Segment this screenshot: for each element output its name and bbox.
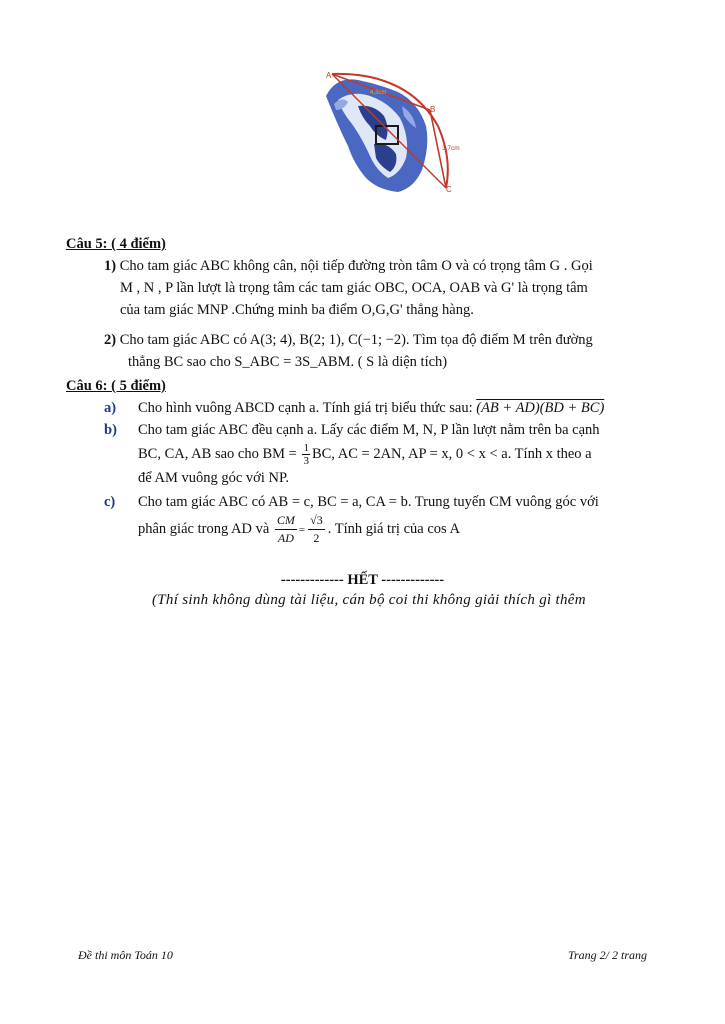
q6-c-fraction xyxy=(275,512,297,547)
q5-part1-line3: của tam giác MNP .Chứng minh ba điểm O,G,G' thẳng hàng. xyxy=(120,302,474,318)
measure-ab-label: 4,3cm xyxy=(370,90,387,96)
point-a-label: A xyxy=(326,71,332,80)
q6-b-text-pre: BC, CA, AB sao cho BM = xyxy=(138,446,301,462)
q6-b-fraction-num: 1 xyxy=(303,442,309,455)
q5-part2-line1 xyxy=(104,328,659,352)
q6-c-marker xyxy=(104,490,115,514)
q6-c-sqrt-num: √3 xyxy=(308,512,325,530)
q5-part1-line2: M , N , P lần lượt là trọng tâm các tam giác OBC, OCA, OAB và G' là trọng tâm xyxy=(120,280,588,296)
q6-b-marker-text: b) xyxy=(104,422,117,438)
q6-heading: Câu 6: ( 5 điểm) xyxy=(66,378,166,394)
q6-a-marker xyxy=(104,396,116,420)
arc-figure-image xyxy=(318,66,468,198)
q5-part2-marker: 2) xyxy=(104,332,117,348)
q6-c-text-pre: phân giác trong AD và xyxy=(138,521,273,537)
footer-left: Đề thi môn Toán 10 xyxy=(78,948,173,962)
q6-b-line1: Cho tam giác ABC đều cạnh a. Lấy các điểm M, N, P lần lượt nằm trên ba cạnh xyxy=(138,422,600,438)
q5-part1-line1 xyxy=(104,254,659,278)
exam-note: (Thí sinh không dùng tài liệu, cán bộ coi thi không giải thích gì thêm xyxy=(152,592,586,608)
q6-a-expression: (AB + AD)(BD + BC) xyxy=(476,400,605,416)
q6-c-sqrt-den: 2 xyxy=(313,531,320,546)
q5-part2-text1: Cho tam giác ABC có A(3; 4), B(2; 1), C(−1; −2). Tìm tọa độ điểm M trên đường xyxy=(119,332,593,348)
point-b-label: B xyxy=(430,105,436,114)
q6-c-sqrt-fraction xyxy=(308,512,325,547)
q6-b-fraction xyxy=(302,442,310,467)
q6-b-line3: để AM vuông góc với NP. xyxy=(138,470,290,486)
q6-c-fraction-num: CM xyxy=(275,512,297,530)
point-c-label: C xyxy=(446,185,452,194)
q6-b-line2 xyxy=(138,442,660,467)
q6-c-line2 xyxy=(138,512,660,547)
measure-bc-label: 3,7cm xyxy=(442,145,460,152)
q6-c-equals: = xyxy=(298,524,306,536)
q6-c-text-post: . Tính giá trị của cos A xyxy=(327,521,460,537)
q6-c-marker-text: c) xyxy=(104,494,116,510)
footer-right: Trang 2/ 2 trang xyxy=(567,948,647,962)
q6-a-text: Cho hình vuông ABCD cạnh a. Tính giá trị biểu thức sau: xyxy=(138,400,477,416)
arc-figure xyxy=(318,66,468,198)
q6-b-text-post: BC, AC = 2AN, AP = x, 0 < x < a. Tính x theo a xyxy=(311,446,592,462)
q5-part1-text1: Cho tam giác ABC không cân, nội tiếp đường tròn tâm O và có trọng tâm G . Gọi xyxy=(119,258,593,274)
q5-part2-line2: thẳng BC sao cho S_ABC = 3S_ABM. ( S là diện tích) xyxy=(128,354,448,370)
q6-a-marker-text: a) xyxy=(104,400,117,416)
q5-heading: Câu 5: ( 4 điểm) xyxy=(66,236,166,252)
q6-c-line1: Cho tam giác ABC có AB = c, BC = a, CA = b. Trung tuyến CM vuông góc với xyxy=(138,494,599,510)
end-marker: ------------- HẾT ------------- xyxy=(280,572,445,588)
q6-b-marker xyxy=(104,418,117,442)
q5-part1-marker: 1) xyxy=(104,258,117,274)
q6-b-fraction-den: 3 xyxy=(303,455,309,468)
q6-a-line xyxy=(138,396,660,420)
q6-c-fraction-den: AD xyxy=(277,531,294,546)
